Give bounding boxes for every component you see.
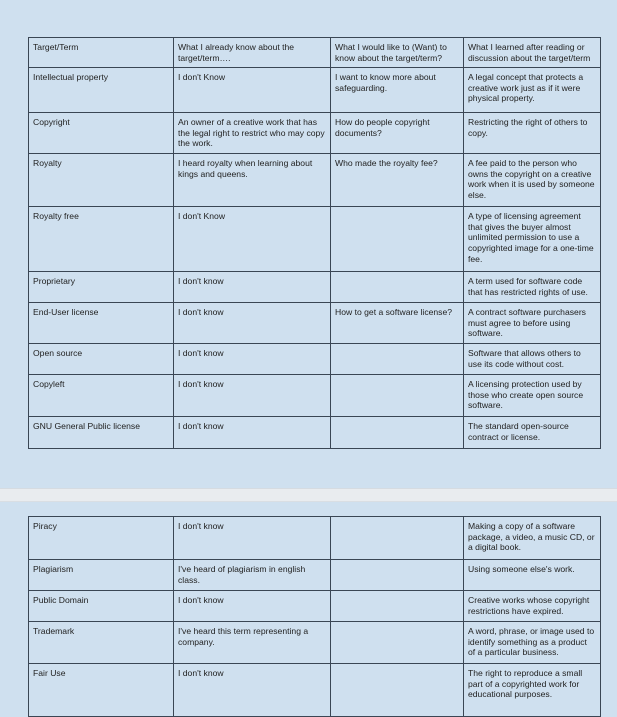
cell-want-to-know[interactable] <box>331 591 464 622</box>
cell-already-know[interactable]: I don't know <box>174 417 331 449</box>
table-row <box>29 591 601 622</box>
cell-already-know[interactable]: I don't Know <box>174 68 331 113</box>
cell-already-know[interactable]: I don't know <box>174 375 331 417</box>
page-break <box>0 488 617 502</box>
cell-already-know[interactable]: I don't know <box>174 272 331 303</box>
cell-want-to-know[interactable] <box>331 344 464 375</box>
cell-term[interactable]: Open source <box>29 344 174 375</box>
cell-want-to-know[interactable]: Who made the royalty fee? <box>331 154 464 207</box>
cell-learned[interactable]: The right to reproduce a small part of a copyrighted work for educational purposes. <box>464 664 601 717</box>
cell-already-know[interactable]: I don't Know <box>174 207 331 272</box>
cell-learned[interactable]: A type of licensing agreement that gives the buyer almost unlimited permission to use a copyrighted image for a one-time fee. <box>464 207 601 272</box>
cell-already-know[interactable]: I've heard this term representing a company. <box>174 622 331 664</box>
header-already-know[interactable]: What I already know about the target/term…. <box>174 38 331 68</box>
cell-learned[interactable]: Software that allows others to use its code without cost. <box>464 344 601 375</box>
table-row <box>29 68 601 113</box>
kwl-table-part-1 <box>28 37 601 449</box>
cell-already-know[interactable]: I heard royalty when learning about kings and queens. <box>174 154 331 207</box>
cell-learned[interactable]: A legal concept that protects a creative work just as if it were physical property. <box>464 68 601 113</box>
table-row <box>29 375 601 417</box>
cell-already-know[interactable]: I don't know <box>174 664 331 717</box>
cell-already-know[interactable]: I don't know <box>174 591 331 622</box>
cell-want-to-know[interactable] <box>331 417 464 449</box>
cell-learned[interactable]: Using someone else's work. <box>464 560 601 591</box>
cell-already-know[interactable]: I don't know <box>174 344 331 375</box>
cell-learned[interactable]: A licensing protection used by those who create open source software. <box>464 375 601 417</box>
table-row <box>29 303 601 344</box>
cell-want-to-know[interactable] <box>331 272 464 303</box>
cell-want-to-know[interactable] <box>331 622 464 664</box>
cell-term[interactable]: Proprietary <box>29 272 174 303</box>
cell-want-to-know[interactable] <box>331 560 464 591</box>
cell-term[interactable]: Trademark <box>29 622 174 664</box>
cell-already-know[interactable]: I don't know <box>174 517 331 560</box>
header-learned[interactable]: What I learned after reading or discussion about the target/term <box>464 38 601 68</box>
cell-already-know[interactable]: I don't know <box>174 303 331 344</box>
cell-want-to-know[interactable] <box>331 517 464 560</box>
table-row <box>29 622 601 664</box>
header-want-to-know[interactable]: What I would like to (Want) to know about the target/term? <box>331 38 464 68</box>
table-row <box>29 560 601 591</box>
cell-want-to-know[interactable] <box>331 375 464 417</box>
cell-learned[interactable]: A fee paid to the person who owns the copyright on a creative work when it is used by someone else. <box>464 154 601 207</box>
table-header-row <box>29 38 601 68</box>
cell-term[interactable]: GNU General Public license <box>29 417 174 449</box>
cell-term[interactable]: Piracy <box>29 517 174 560</box>
table-row <box>29 113 601 154</box>
cell-term[interactable]: Royalty <box>29 154 174 207</box>
cell-want-to-know[interactable]: How to get a software license? <box>331 303 464 344</box>
kwl-table-part-2 <box>28 516 601 717</box>
cell-term[interactable]: End-User license <box>29 303 174 344</box>
table-row <box>29 154 601 207</box>
table-row <box>29 417 601 449</box>
cell-want-to-know[interactable] <box>331 664 464 717</box>
document-page-2 <box>0 502 617 700</box>
cell-term[interactable]: Public Domain <box>29 591 174 622</box>
header-target-term[interactable]: Target/Term <box>29 38 174 68</box>
cell-want-to-know[interactable]: How do people copyright documents? <box>331 113 464 154</box>
cell-term[interactable]: Copyright <box>29 113 174 154</box>
table-row <box>29 207 601 272</box>
cell-already-know[interactable]: I've heard of plagiarism in english class. <box>174 560 331 591</box>
cell-term[interactable]: Copyleft <box>29 375 174 417</box>
cell-already-know[interactable]: An owner of a creative work that has the legal right to restrict who may copy the work. <box>174 113 331 154</box>
table-row <box>29 272 601 303</box>
cell-learned[interactable]: The standard open-source contract or license. <box>464 417 601 449</box>
table-row <box>29 344 601 375</box>
cell-want-to-know[interactable]: I want to know more about safeguarding. <box>331 68 464 113</box>
cell-want-to-know[interactable] <box>331 207 464 272</box>
cell-term[interactable]: Fair Use <box>29 664 174 717</box>
cell-learned[interactable]: Creative works whose copyright restrictions have expired. <box>464 591 601 622</box>
cell-term[interactable]: Royalty free <box>29 207 174 272</box>
cell-learned[interactable]: A contract software purchasers must agree to before using software. <box>464 303 601 344</box>
cell-term[interactable]: Plagiarism <box>29 560 174 591</box>
cell-learned[interactable]: Making a copy of a software package, a video, a music CD, or a digital book. <box>464 517 601 560</box>
cell-term[interactable]: Intellectual property <box>29 68 174 113</box>
table-row <box>29 517 601 560</box>
cell-learned[interactable]: A word, phrase, or image used to identify something as a product of a particular business. <box>464 622 601 664</box>
cell-learned[interactable]: A term used for software code that has restricted rights of use. <box>464 272 601 303</box>
cell-learned[interactable]: Restricting the right of others to copy. <box>464 113 601 154</box>
table-row <box>29 664 601 717</box>
